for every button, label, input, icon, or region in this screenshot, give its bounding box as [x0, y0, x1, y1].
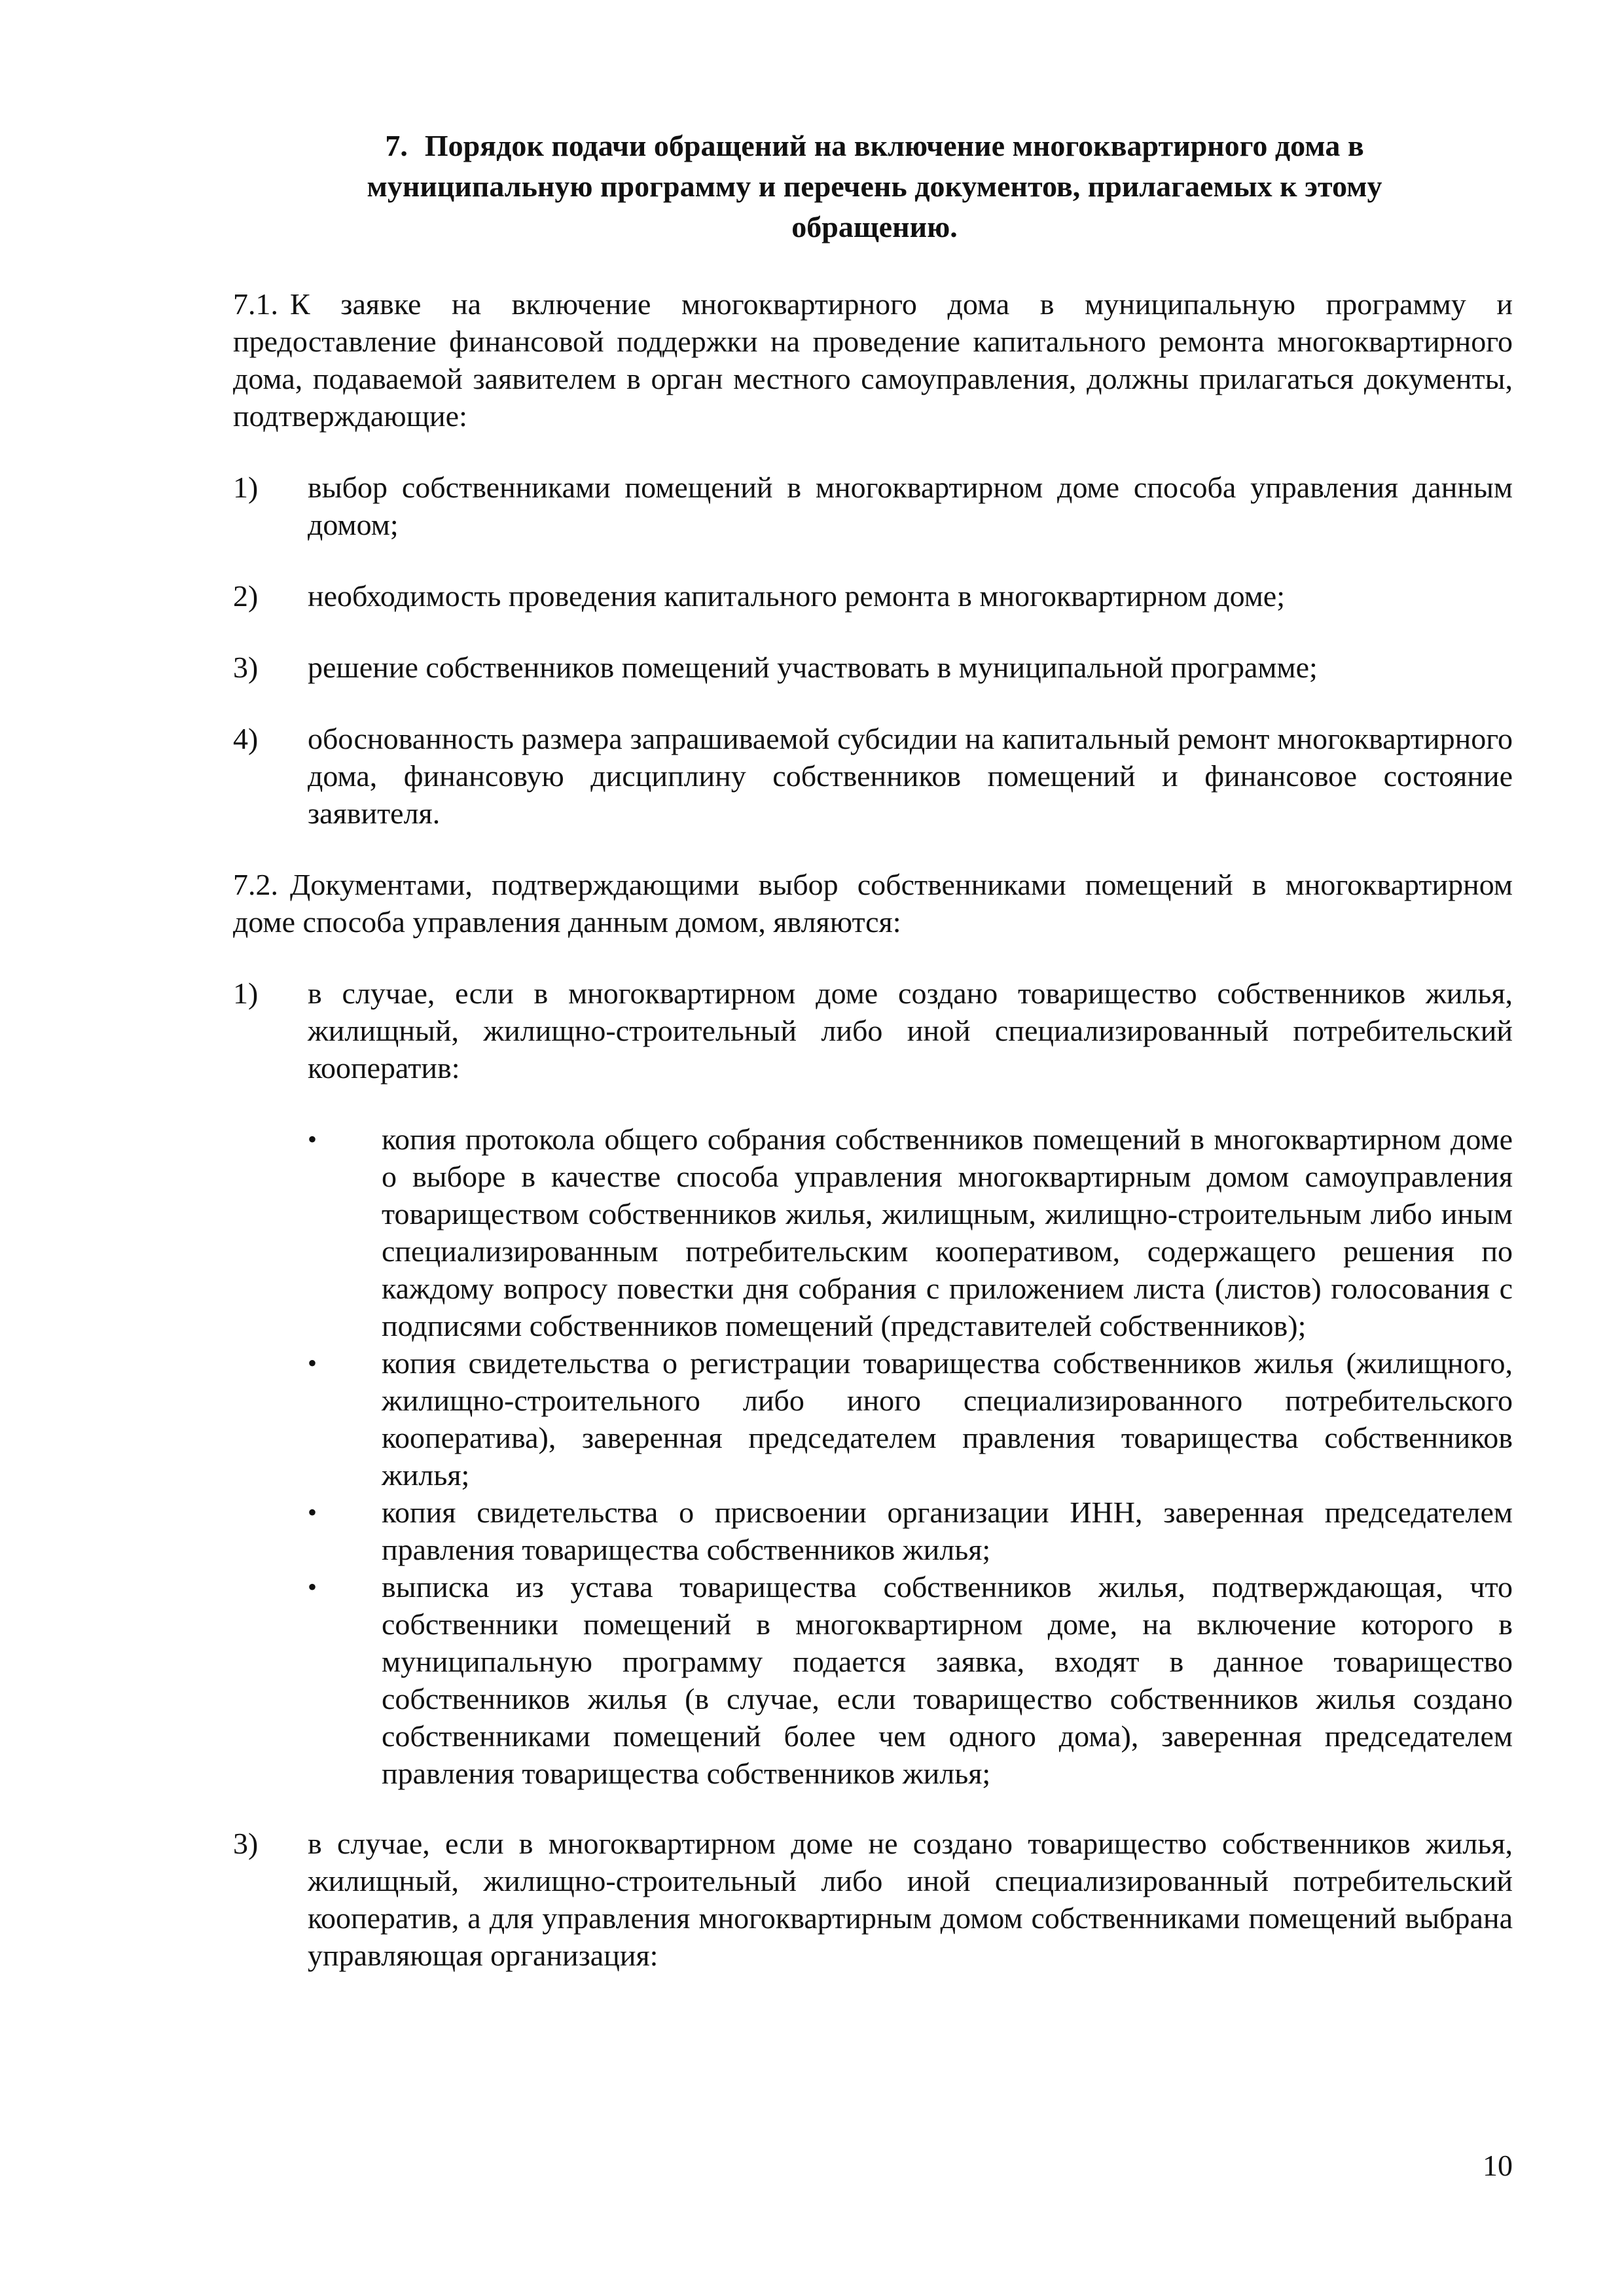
section-heading-number: 7.: [385, 129, 408, 162]
paragraph-7-1-number: 7.1.: [233, 287, 278, 321]
paragraph-7-1-text: К заявке на включение многоквартирного дома в муниципальную программу и предоставление финансовой поддержки на проведение капитального ремонта многоквартирного дома, подаваемой заявителем в орган местного самоуправления, должны прилагаться документы, подтверждающие:: [233, 287, 1513, 433]
list-item-7-1-1: [233, 469, 1513, 543]
bullet-list: [233, 1121, 1513, 1792]
bullet-text: копия свидетельства о присвоении организации ИНН, заверенная председателем правления товарищества собственников жилья;: [382, 1496, 1513, 1566]
bullet-item: [233, 1344, 1513, 1494]
document-page: [233, 118, 1513, 1974]
list-item-7-2-3: [233, 1825, 1513, 1974]
list-item-number: 3): [233, 651, 259, 684]
list-item-number: 1): [233, 977, 259, 1010]
bullet-text: копия свидетельства о регистрации товарищества собственников жилья (жилищного, жилищно-строительного либо иного специализированного потребительского кооператива), заверенная председателем правления товарищества собственников жилья;: [382, 1346, 1513, 1492]
list-item-number: 2): [233, 579, 259, 613]
list-item-number: 3): [233, 1827, 259, 1860]
bullet-icon: •: [308, 1348, 317, 1378]
paragraph-7-2-number: 7.2.: [233, 868, 278, 901]
bullet-icon: •: [308, 1124, 317, 1154]
paragraph-7-2: [233, 866, 1513, 941]
paragraph-7-2-text: Документами, подтверждающими выбор собственниками помещений в многоквартирном доме способа управления данным домом, являются:: [233, 868, 1513, 939]
bullet-icon: •: [308, 1572, 317, 1602]
bullet-text: выписка из устава товарищества собственников жилья, подтверждающая, что собственники помещений в многоквартирном доме, на включение которого в муниципальную программу подается заявка, входят в данное товарищество собственников жилья (в случае, если товарищество собственников жилья создано собственниками помещений более чем одного дома), заверенная председателем правления товарищества собственников жилья;: [382, 1570, 1513, 1790]
section-heading-text: Порядок подачи обращений на включение многоквартирного дома в муниципальную программу и перечень документов, прилагаемых к этому обращению.: [367, 129, 1382, 243]
bullet-item: [233, 1494, 1513, 1568]
list-item-text: решение собственников помещений участвовать в муниципальной программе;: [308, 651, 1318, 684]
list-item-number: 1): [233, 471, 259, 504]
list-item-7-1-2: [233, 577, 1513, 615]
list-item-text: в случае, если в многоквартирном доме создано товарищество собственников жилья, жилищный, жилищно-строительный либо иной специализированный потребительский кооператив:: [308, 977, 1513, 1085]
list-item-7-1-4: [233, 720, 1513, 832]
list-item-text: необходимость проведения капитального ремонта в многоквартирном доме;: [308, 579, 1286, 613]
list-item-text: в случае, если в многоквартирном доме не создано товарищество собственников жилья, жилищный, жилищно-строительный либо иной специализированный потребительский кооператив, а для управления многоквартирным домом собственниками помещений выбрана управляющая организация:: [308, 1827, 1513, 1972]
list-item-7-1-3: [233, 649, 1513, 686]
page-number: 10: [1483, 2149, 1513, 2182]
list-item-7-2-1: [233, 975, 1513, 1086]
bullet-icon: •: [308, 1498, 317, 1527]
list-item-text: выбор собственниками помещений в многоквартирном доме способа управления данным домом;: [308, 471, 1513, 541]
bullet-text: копия протокола общего собрания собственников помещений в многоквартирном доме о выборе в качестве способа управления многоквартирным домом самоуправления товариществом собственников жилья, жилищным, жилищно-строительным либо иным специализированным потребительским кооперативом, содержащего решения по каждому вопросу повестки дня собрания с приложением листа (листов) голосования с подписями собственников помещений (представителей собственников);: [382, 1122, 1513, 1342]
section-heading: [331, 126, 1418, 247]
paragraph-7-1: [233, 285, 1513, 435]
bullet-item: [233, 1568, 1513, 1792]
bullet-item: [233, 1121, 1513, 1344]
list-item-text: обоснованность размера запрашиваемой субсидии на капитальный ремонт многоквартирного дома, финансовую дисциплину собственников помещений и финансовое состояние заявителя.: [308, 722, 1513, 830]
list-item-number: 4): [233, 722, 259, 755]
